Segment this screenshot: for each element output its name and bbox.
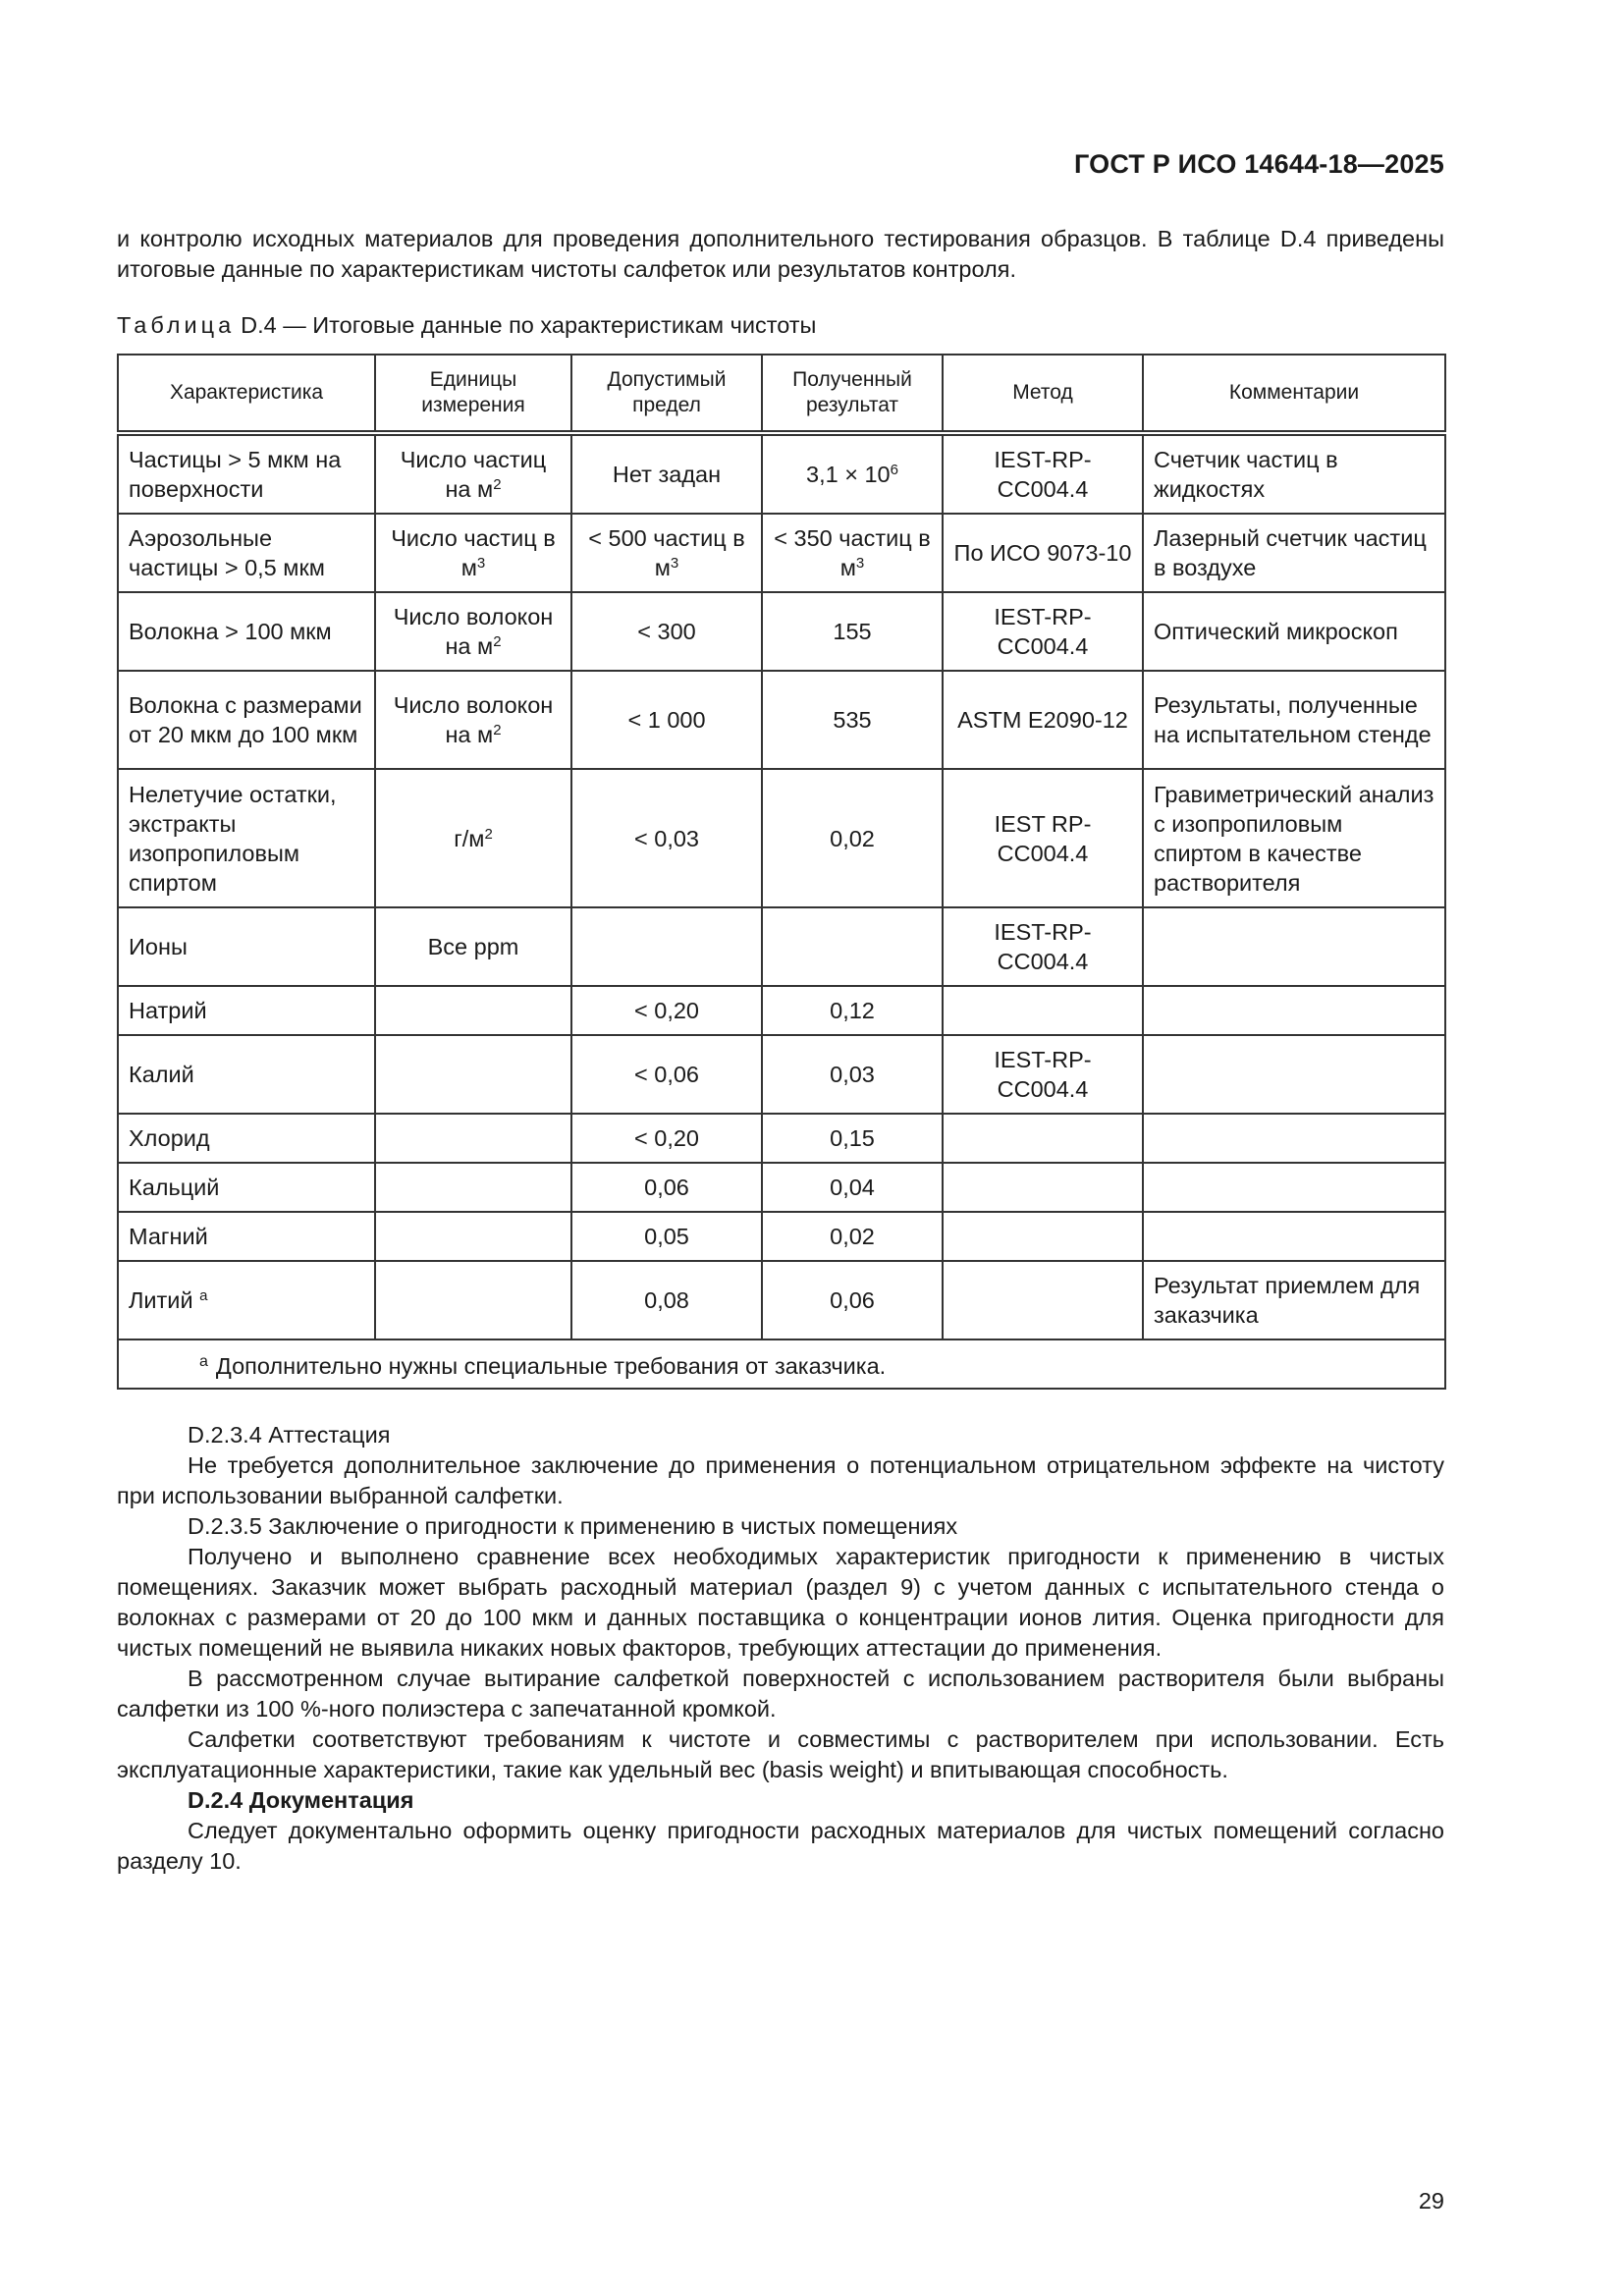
table-header-row bbox=[118, 355, 1445, 433]
cell-result: $3,1 \times 10^6$ bbox=[762, 433, 943, 514]
table-caption bbox=[117, 312, 816, 339]
paragraph: В рассмотренном случае вытирание салфеткой поверхностей с использованием растворителя были выбраны салфетки из 100 %-ного полиэстера с запечатанной кромкой. bbox=[117, 1666, 1444, 1722]
table-row bbox=[118, 1163, 1445, 1212]
intro-paragraph: и контролю исходных материалов для проведения дополнительного тестирования образцов. В таблице D.4 приведены итоговые данные по характеристикам чистоты салфеток или результатов контроля. bbox=[117, 226, 1444, 282]
cell-method: IEST-RP-CC004.4 bbox=[943, 433, 1143, 514]
table-row bbox=[118, 433, 1445, 514]
cell-result: 0,03 bbox=[762, 1035, 943, 1114]
cell-result: 535 bbox=[762, 671, 943, 769]
header-unit: Единицы измерения bbox=[375, 355, 571, 433]
section-heading-conclusion: D.2.3.5 Заключение о пригодности к применению в чистых помещениях bbox=[188, 1513, 958, 1539]
cell-result: 0,02 bbox=[762, 769, 943, 907]
cell-unit bbox=[375, 1035, 571, 1114]
section-heading-documentation: D.2.4 Документация bbox=[188, 1787, 414, 1813]
cell-comment: Результат приемлем для заказчика bbox=[1143, 1261, 1445, 1339]
cell-limit: < 0,06 bbox=[571, 1035, 762, 1114]
table-row bbox=[118, 1212, 1445, 1261]
cell-result: 155 bbox=[762, 592, 943, 671]
cell-limit: 0,08 bbox=[571, 1261, 762, 1339]
header-result: Полученный результат bbox=[762, 355, 943, 433]
cell-unit: Число волокон на $м^2$ bbox=[375, 671, 571, 769]
table-footnote-row bbox=[118, 1339, 1445, 1389]
cell-result: 0,02 bbox=[762, 1212, 943, 1261]
cell-unit bbox=[375, 1163, 571, 1212]
table-row bbox=[118, 1114, 1445, 1163]
cell-method bbox=[943, 1212, 1143, 1261]
table-row bbox=[118, 671, 1445, 769]
cell-unit: Все ppm bbox=[375, 907, 571, 986]
table-row bbox=[118, 514, 1445, 592]
cell-limit bbox=[571, 907, 762, 986]
cell-limit: < 500 частиц в $м^3$ bbox=[571, 514, 762, 592]
cell-unit: Число частиц в $м^3$ bbox=[375, 514, 571, 592]
cell-result: 0,15 bbox=[762, 1114, 943, 1163]
cell-method bbox=[943, 1114, 1143, 1163]
cell-characteristic: Волокна > 100 мкм bbox=[118, 592, 375, 671]
cell-method: IEST-RP-CC004.4 bbox=[943, 1035, 1143, 1114]
cell-method bbox=[943, 1163, 1143, 1212]
cell-characteristic: Литий $^a$ bbox=[118, 1261, 375, 1339]
cell-characteristic: Калий bbox=[118, 1035, 375, 1114]
table-row bbox=[118, 1261, 1445, 1339]
cell-limit: < 0,03 bbox=[571, 769, 762, 907]
cell-characteristic: Аэрозольные частицы > 0,5 мкм bbox=[118, 514, 375, 592]
footnote-mark: a bbox=[199, 1353, 208, 1370]
header-limit: Допустимый предел bbox=[571, 355, 762, 433]
cell-comment: Счетчик частиц в жидкостях bbox=[1143, 433, 1445, 514]
cell-method bbox=[943, 1261, 1143, 1339]
paragraph: Следует документально оформить оценку пригодности расходных материалов для чистых помещений согласно разделу 10. bbox=[117, 1818, 1444, 1874]
cell-comment bbox=[1143, 1035, 1445, 1114]
cell-unit: Число частиц на $м^2$ bbox=[375, 433, 571, 514]
table-caption-prefix: Таблица bbox=[117, 312, 236, 338]
cell-characteristic: Волокна с размерами от 20 мкм до 100 мкм bbox=[118, 671, 375, 769]
body-text bbox=[117, 1420, 1444, 1877]
cell-comment bbox=[1143, 986, 1445, 1035]
cell-limit: < 0,20 bbox=[571, 986, 762, 1035]
table-row bbox=[118, 986, 1445, 1035]
cell-comment bbox=[1143, 907, 1445, 986]
cell-unit bbox=[375, 1261, 571, 1339]
cell-limit: Нет задан bbox=[571, 433, 762, 514]
table-row bbox=[118, 592, 1445, 671]
cell-characteristic: Нелетучие остатки, экстракты изопропиловым спиртом bbox=[118, 769, 375, 907]
cell-comment: Результаты, полученные на испытательном стенде bbox=[1143, 671, 1445, 769]
paragraph: Не требуется дополнительное заключение до применения о потенциальном отрицательном эффекте на чистоту при использовании выбранной салфетки. bbox=[117, 1452, 1444, 1508]
cell-comment: Лазерный счетчик частиц в воздухе bbox=[1143, 514, 1445, 592]
cell-result bbox=[762, 907, 943, 986]
cleanliness-table bbox=[117, 354, 1446, 1390]
cell-unit: $г/м^2$ bbox=[375, 769, 571, 907]
table-footnote bbox=[118, 1339, 1445, 1389]
cell-comment: Гравиметрический анализ с изопропиловым спиртом в качестве растворителя bbox=[1143, 769, 1445, 907]
footnote-text: Дополнительно нужны специальные требования от заказчика. bbox=[215, 1353, 887, 1379]
cell-unit bbox=[375, 1212, 571, 1261]
cell-method: IEST-RP-CC004.4 bbox=[943, 592, 1143, 671]
header-method: Метод bbox=[943, 355, 1143, 433]
cell-method: По ИСО 9073-10 bbox=[943, 514, 1143, 592]
cell-characteristic: Кальций bbox=[118, 1163, 375, 1212]
header-characteristic: Характеристика bbox=[118, 355, 375, 433]
cell-characteristic: Магний bbox=[118, 1212, 375, 1261]
table-row bbox=[118, 769, 1445, 907]
cell-limit: 0,06 bbox=[571, 1163, 762, 1212]
cell-limit: < 0,20 bbox=[571, 1114, 762, 1163]
cell-method bbox=[943, 986, 1143, 1035]
page-number: 29 bbox=[1418, 2188, 1444, 2214]
table-row bbox=[118, 907, 1445, 986]
cell-unit: Число волокон на $м^2$ bbox=[375, 592, 571, 671]
cell-result: < 350 частиц в $м^3$ bbox=[762, 514, 943, 592]
cell-limit: < 1 000 bbox=[571, 671, 762, 769]
table-row bbox=[118, 1035, 1445, 1114]
cell-characteristic: Натрий bbox=[118, 986, 375, 1035]
paragraph: Салфетки соответствуют требованиям к чистоте и совместимы с растворителем при использовании. Есть эксплуатационные характеристики, такие как удельный вес (basis weight) и впитывающая способность. bbox=[117, 1726, 1444, 1782]
cell-method: ASTM E2090-12 bbox=[943, 671, 1143, 769]
cell-limit: < 300 bbox=[571, 592, 762, 671]
cell-characteristic: Частицы > 5 мкм на поверхности bbox=[118, 433, 375, 514]
cell-comment bbox=[1143, 1163, 1445, 1212]
header-comment: Комментарии bbox=[1143, 355, 1445, 433]
cell-unit bbox=[375, 986, 571, 1035]
cell-method: IEST RP-CC004.4 bbox=[943, 769, 1143, 907]
cell-comment bbox=[1143, 1114, 1445, 1163]
cell-comment bbox=[1143, 1212, 1445, 1261]
cell-unit bbox=[375, 1114, 571, 1163]
cell-comment: Оптический микроскоп bbox=[1143, 592, 1445, 671]
cell-characteristic: Ионы bbox=[118, 907, 375, 986]
standard-header: ГОСТ Р ИСО 14644-18—2025 bbox=[1074, 149, 1444, 179]
cell-result: 0,12 bbox=[762, 986, 943, 1035]
section-heading-attestation: D.2.3.4 Аттестация bbox=[188, 1422, 391, 1448]
cell-result: 0,04 bbox=[762, 1163, 943, 1212]
cell-characteristic: Хлорид bbox=[118, 1114, 375, 1163]
table-caption-text: D.4 — Итоговые данные по характеристикам чистоты bbox=[241, 312, 817, 338]
cell-method: IEST-RP-CC004.4 bbox=[943, 907, 1143, 986]
cell-result: 0,06 bbox=[762, 1261, 943, 1339]
paragraph: Получено и выполнено сравнение всех необходимых характеристик пригодности к применению в чистых помещениях. Заказчик может выбрать расходный материал (раздел 9) с учетом данных с испытательного стенда о волокнах с размерами от 20 до 100 мкм и данных поставщика о концентрации ионов лития. Оценка пригодности для чистых помещений не выявила никаких новых факторов, требующих аттестации до применения. bbox=[117, 1544, 1444, 1661]
cell-limit: 0,05 bbox=[571, 1212, 762, 1261]
